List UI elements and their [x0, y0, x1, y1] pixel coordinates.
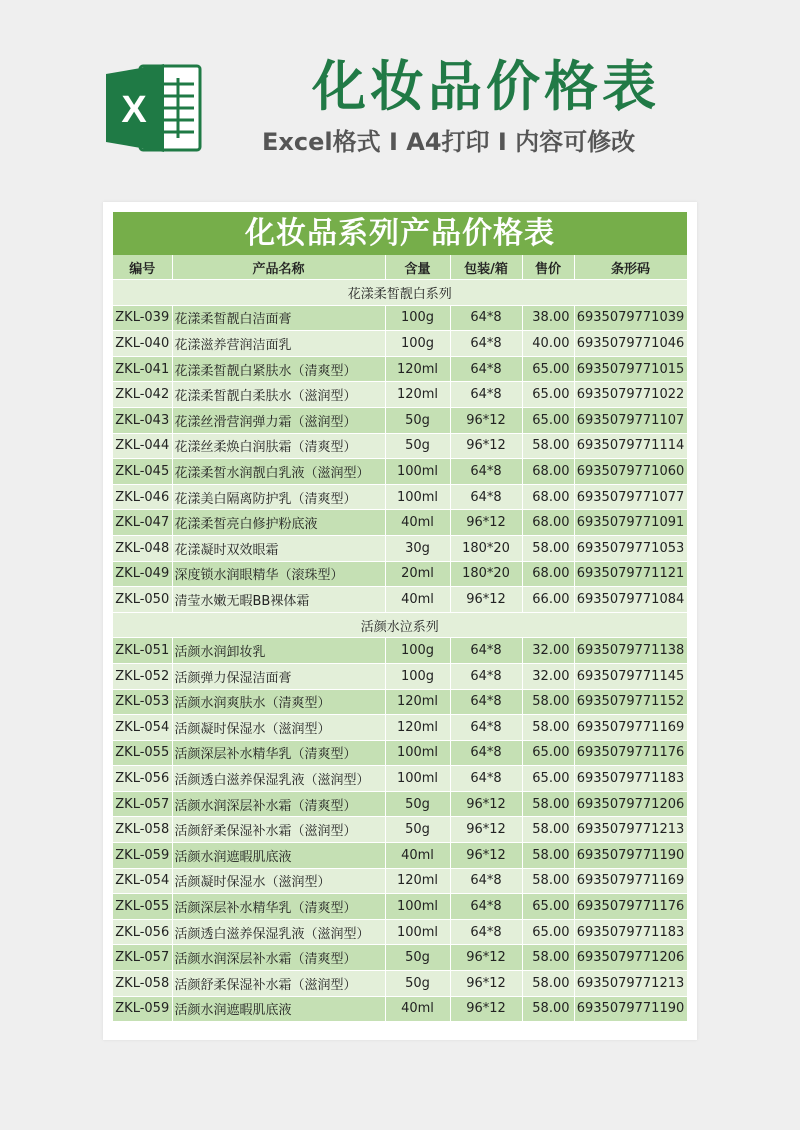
cell-barcode: 6935079771213 [574, 817, 687, 843]
cell-price: 68.00 [522, 484, 574, 510]
cell-price: 58.00 [522, 971, 574, 997]
cell-content: 100g [385, 331, 450, 357]
cell-price: 65.00 [522, 382, 574, 408]
cell-barcode: 6935079771145 [574, 663, 687, 689]
price-sheet [103, 202, 697, 1040]
cell-barcode: 6935079771022 [574, 382, 687, 408]
cell-price: 65.00 [522, 766, 574, 792]
cell-package: 64*8 [450, 766, 522, 792]
cell-name: 花漾滋养营润洁面乳 [172, 331, 385, 357]
cell-barcode: 6935079771084 [574, 587, 687, 613]
table-row [113, 971, 687, 997]
cell-package: 64*8 [450, 689, 522, 715]
cell-name: 花漾柔皙亮白修护粉底液 [172, 510, 385, 536]
cell-price: 65.00 [522, 894, 574, 920]
cell-name: 活颜透白滋养保湿乳液（滋润型） [172, 919, 385, 945]
table-row [113, 356, 687, 382]
cell-id: ZKL-058 [113, 971, 172, 997]
cell-content: 50g [385, 407, 450, 433]
cell-id: ZKL-059 [113, 843, 172, 869]
table-row [113, 459, 687, 485]
cell-id: ZKL-040 [113, 331, 172, 357]
cell-package: 64*8 [450, 919, 522, 945]
cell-barcode: 6935079771060 [574, 459, 687, 485]
cell-id: ZKL-050 [113, 587, 172, 613]
cell-barcode: 6935079771046 [574, 331, 687, 357]
cell-content: 100ml [385, 740, 450, 766]
col-header-id: 编号 [113, 255, 172, 280]
cell-name: 花漾柔皙靓白柔肤水（滋润型） [172, 382, 385, 408]
cell-price: 58.00 [522, 868, 574, 894]
table-row [113, 740, 687, 766]
cell-id: ZKL-043 [113, 407, 172, 433]
section-row [113, 280, 687, 306]
section-title: 花漾柔皙靓白系列 [113, 280, 687, 306]
cell-id: ZKL-053 [113, 689, 172, 715]
cell-name: 花漾柔皙靓白洁面膏 [172, 305, 385, 331]
table-row [113, 561, 687, 587]
cell-package: 96*12 [450, 407, 522, 433]
cell-package: 96*12 [450, 510, 522, 536]
cell-name: 活颜深层补水精华乳（清爽型） [172, 740, 385, 766]
cell-price: 58.00 [522, 791, 574, 817]
cell-barcode: 6935079771121 [574, 561, 687, 587]
cell-package: 96*12 [450, 945, 522, 971]
cell-id: ZKL-045 [113, 459, 172, 485]
table-row [113, 587, 687, 613]
cell-package: 64*8 [450, 715, 522, 741]
table-row [113, 894, 687, 920]
cell-content: 40ml [385, 510, 450, 536]
cell-package: 64*8 [450, 382, 522, 408]
cell-content: 50g [385, 791, 450, 817]
cell-price: 32.00 [522, 638, 574, 664]
cell-price: 65.00 [522, 740, 574, 766]
cell-name: 花漾凝时双效眼霜 [172, 535, 385, 561]
table-row [113, 766, 687, 792]
cell-price: 65.00 [522, 356, 574, 382]
cell-package: 96*12 [450, 791, 522, 817]
table-row [113, 510, 687, 536]
cell-name: 花漾丝滑营润弹力霜（滋润型） [172, 407, 385, 433]
cell-price: 68.00 [522, 561, 574, 587]
table-header-row [113, 255, 687, 280]
cell-content: 20ml [385, 561, 450, 587]
cell-price: 58.00 [522, 817, 574, 843]
cell-content: 120ml [385, 715, 450, 741]
cell-package: 64*8 [450, 663, 522, 689]
cell-price: 58.00 [522, 843, 574, 869]
cell-price: 58.00 [522, 433, 574, 459]
cell-name: 活颜深层补水精华乳（清爽型） [172, 894, 385, 920]
cell-id: ZKL-041 [113, 356, 172, 382]
cell-id: ZKL-056 [113, 766, 172, 792]
col-header-price: 售价 [522, 255, 574, 280]
cell-price: 38.00 [522, 305, 574, 331]
cell-name: 花漾丝柔焕白润肤霜（清爽型） [172, 433, 385, 459]
table-row [113, 331, 687, 357]
table-row [113, 663, 687, 689]
cell-content: 120ml [385, 868, 450, 894]
cell-content: 100ml [385, 919, 450, 945]
cell-id: ZKL-057 [113, 791, 172, 817]
col-header-barcode: 条形码 [574, 255, 687, 280]
cell-name: 活颜水润遮暇肌底液 [172, 996, 385, 1022]
cell-content: 100ml [385, 894, 450, 920]
cell-barcode: 6935079771152 [574, 689, 687, 715]
cell-content: 50g [385, 945, 450, 971]
price-table-wrap [113, 212, 687, 1022]
cell-content: 40ml [385, 843, 450, 869]
cell-id: ZKL-042 [113, 382, 172, 408]
cell-barcode: 6935079771206 [574, 791, 687, 817]
cell-package: 96*12 [450, 996, 522, 1022]
cell-barcode: 6935079771190 [574, 996, 687, 1022]
cell-price: 58.00 [522, 996, 574, 1022]
cell-barcode: 6935079771183 [574, 766, 687, 792]
table-row [113, 715, 687, 741]
cell-package: 64*8 [450, 459, 522, 485]
cell-name: 花漾柔皙靓白紧肤水（清爽型） [172, 356, 385, 382]
cell-package: 64*8 [450, 356, 522, 382]
cell-content: 100ml [385, 484, 450, 510]
table-row [113, 689, 687, 715]
cell-id: ZKL-051 [113, 638, 172, 664]
cell-name: 活颜透白滋养保湿乳液（滋润型） [172, 766, 385, 792]
cell-content: 120ml [385, 382, 450, 408]
cell-package: 64*8 [450, 484, 522, 510]
cell-package: 64*8 [450, 638, 522, 664]
col-header-name: 产品名称 [172, 255, 385, 280]
table-row [113, 433, 687, 459]
cell-price: 58.00 [522, 945, 574, 971]
table-row [113, 638, 687, 664]
cell-content: 100g [385, 638, 450, 664]
cell-price: 65.00 [522, 919, 574, 945]
price-table [113, 255, 688, 1022]
cell-package: 64*8 [450, 331, 522, 357]
cell-name: 活颜水润遮暇肌底液 [172, 843, 385, 869]
cell-price: 58.00 [522, 715, 574, 741]
cell-price: 58.00 [522, 689, 574, 715]
table-row [113, 484, 687, 510]
logo-letter: X [121, 89, 147, 131]
cell-id: ZKL-054 [113, 868, 172, 894]
cell-package: 64*8 [450, 894, 522, 920]
cell-price: 40.00 [522, 331, 574, 357]
cell-package: 64*8 [450, 305, 522, 331]
cell-price: 58.00 [522, 535, 574, 561]
cell-content: 100ml [385, 766, 450, 792]
cell-content: 50g [385, 433, 450, 459]
table-row [113, 919, 687, 945]
cell-barcode: 6935079771176 [574, 894, 687, 920]
page-title: 化妆品价格表 [312, 55, 660, 118]
table-title: 化妆品系列产品价格表 [113, 212, 687, 255]
cell-price: 68.00 [522, 510, 574, 536]
cell-id: ZKL-048 [113, 535, 172, 561]
cell-package: 96*12 [450, 971, 522, 997]
cell-package: 96*12 [450, 433, 522, 459]
cell-package: 64*8 [450, 868, 522, 894]
cell-barcode: 6935079771091 [574, 510, 687, 536]
cell-name: 活颜舒柔保湿补水霜（滋润型） [172, 971, 385, 997]
cell-content: 40ml [385, 996, 450, 1022]
cell-id: ZKL-055 [113, 740, 172, 766]
cell-name: 活颜舒柔保湿补水霜（滋润型） [172, 817, 385, 843]
table-row [113, 868, 687, 894]
cell-id: ZKL-047 [113, 510, 172, 536]
cell-name: 花漾美白隔离防护乳（清爽型） [172, 484, 385, 510]
cell-barcode: 6935079771039 [574, 305, 687, 331]
cell-name: 活颜弹力保湿洁面膏 [172, 663, 385, 689]
cell-content: 100ml [385, 459, 450, 485]
col-header-package: 包装/箱 [450, 255, 522, 280]
cell-content: 50g [385, 971, 450, 997]
cell-barcode: 6935079771114 [574, 433, 687, 459]
cell-package: 96*12 [450, 843, 522, 869]
table-row [113, 843, 687, 869]
cell-content: 100g [385, 305, 450, 331]
table-row [113, 535, 687, 561]
cell-id: ZKL-052 [113, 663, 172, 689]
cell-id: ZKL-056 [113, 919, 172, 945]
cell-name: 活颜水润深层补水霜（清爽型） [172, 945, 385, 971]
cell-id: ZKL-058 [113, 817, 172, 843]
cell-name: 活颜凝时保湿水（滋润型） [172, 715, 385, 741]
cell-package: 180*20 [450, 535, 522, 561]
cell-price: 65.00 [522, 407, 574, 433]
cell-id: ZKL-057 [113, 945, 172, 971]
cell-name: 深度锁水润眼精华（滚珠型） [172, 561, 385, 587]
cell-barcode: 6935079771206 [574, 945, 687, 971]
cell-barcode: 6935079771077 [574, 484, 687, 510]
table-row [113, 382, 687, 408]
cell-package: 96*12 [450, 587, 522, 613]
cell-barcode: 6935079771169 [574, 868, 687, 894]
cell-barcode: 6935079771190 [574, 843, 687, 869]
cell-name: 活颜水润爽肤水（清爽型） [172, 689, 385, 715]
cell-id: ZKL-059 [113, 996, 172, 1022]
table-row [113, 407, 687, 433]
cell-id: ZKL-055 [113, 894, 172, 920]
table-row [113, 945, 687, 971]
cell-name: 活颜水润卸妆乳 [172, 638, 385, 664]
table-body [113, 280, 687, 1022]
cell-content: 30g [385, 535, 450, 561]
col-header-content: 含量 [385, 255, 450, 280]
cell-id: ZKL-049 [113, 561, 172, 587]
cell-barcode: 6935079771183 [574, 919, 687, 945]
cell-id: ZKL-039 [113, 305, 172, 331]
cell-price: 32.00 [522, 663, 574, 689]
cell-package: 64*8 [450, 740, 522, 766]
cell-content: 40ml [385, 587, 450, 613]
cell-package: 180*20 [450, 561, 522, 587]
cell-content: 100g [385, 663, 450, 689]
cell-content: 120ml [385, 689, 450, 715]
cell-barcode: 6935079771169 [574, 715, 687, 741]
table-row [113, 791, 687, 817]
section-row [113, 612, 687, 638]
table-row [113, 817, 687, 843]
cell-id: ZKL-044 [113, 433, 172, 459]
cell-barcode: 6935079771015 [574, 356, 687, 382]
cell-barcode: 6935079771107 [574, 407, 687, 433]
cell-name: 花漾柔皙水润靓白乳液（滋润型） [172, 459, 385, 485]
cell-id: ZKL-054 [113, 715, 172, 741]
section-title: 活颜水泣系列 [113, 612, 687, 638]
cell-barcode: 6935079771176 [574, 740, 687, 766]
table-row [113, 305, 687, 331]
cell-content: 120ml [385, 356, 450, 382]
cell-barcode: 6935079771053 [574, 535, 687, 561]
cell-barcode: 6935079771138 [574, 638, 687, 664]
cell-price: 68.00 [522, 459, 574, 485]
cell-name: 活颜凝时保湿水（滋润型） [172, 868, 385, 894]
cell-barcode: 6935079771213 [574, 971, 687, 997]
cell-content: 50g [385, 817, 450, 843]
excel-logo-icon [104, 58, 204, 158]
cell-name: 清莹水嫩无暇BB裸体霜 [172, 587, 385, 613]
cell-price: 66.00 [522, 587, 574, 613]
cell-id: ZKL-046 [113, 484, 172, 510]
cell-name: 活颜水润深层补水霜（清爽型） [172, 791, 385, 817]
cell-package: 96*12 [450, 817, 522, 843]
page-subtitle: Excel格式 I A4打印 I 内容可修改 [262, 128, 636, 156]
table-row [113, 996, 687, 1022]
